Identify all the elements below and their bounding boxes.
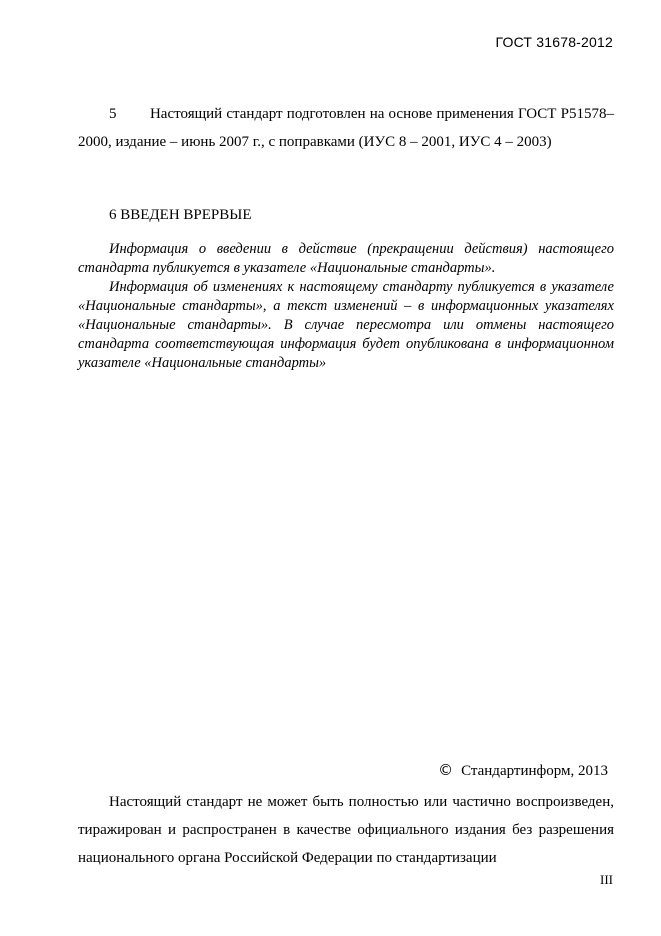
copyright-text: Стандартинформ, 2013: [461, 763, 608, 779]
section-5-text: Настоящий стандарт подготовлен на основе применения ГОСТ Р51578–2000, издание – июнь 2007 г., с поправками (ИУС 8 – 2001, ИУС 4 – 2003): [78, 106, 614, 150]
info-paragraph-1: Информация о введении в действие (прекращении действия) настоящего стандарта публикуется в указателе «Национальные стандарты».: [78, 241, 614, 276]
document-code: ГОСТ 31678-2012: [495, 34, 613, 50]
reproduction-notice: Настоящий стандарт не может быть полностью или частично воспроизведен, тиражирован и распространен в качестве официального издания без разрешения национального органа Российской Федерации по стандартизации: [78, 794, 614, 866]
page-number: III: [600, 872, 613, 887]
section-5-paragraph: [78, 100, 614, 156]
copyright-symbol: ©: [438, 761, 454, 779]
info-paragraph-2: Информация об изменениях к настоящему стандарту публикуется в указателе «Национальные стандарты», а текст изменений – в информационных указателях «Национальные стандарты». В случае пересмотра или отмены настоящего стандарта соответствующая информация будет опубликована в информационном указателе «Национальные стандарты»: [78, 279, 614, 371]
section-5-number: 5: [109, 106, 117, 122]
copyright-line: [438, 761, 608, 780]
section-6-heading: 6 ВВЕДЕН ВРЕРВЫЕ: [109, 207, 252, 223]
publication-info-block: [78, 240, 614, 373]
